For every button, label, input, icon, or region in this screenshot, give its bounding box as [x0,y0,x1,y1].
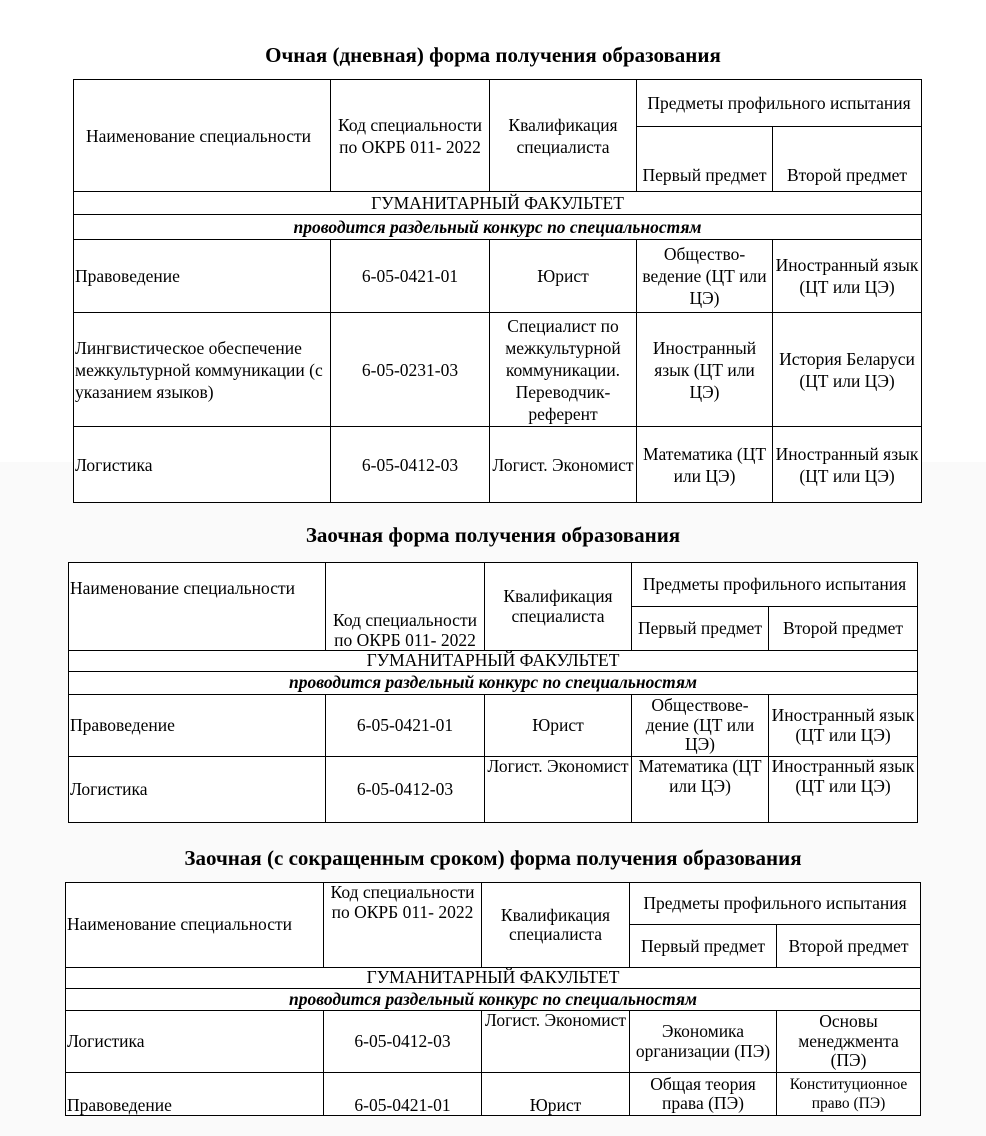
specialty-qualification: Логист. Экономист [490,427,637,503]
table-row [74,240,922,313]
first-subject: Математика (ЦТ или ЦЭ) [632,757,769,823]
first-subject: Математика (ЦТ или ЦЭ) [637,427,773,503]
faculty-row: ГУМАНИТАРНЫЙ ФАКУЛЬТЕТ [69,651,918,672]
second-subject: Иностранный язык (ЦТ или ЦЭ) [769,757,918,823]
specialty-code: 6-05-0421-01 [331,240,490,313]
header-second-subject: Второй предмет [769,607,918,651]
table-extramural [68,562,918,823]
header-name: Наименование специальности [69,563,326,651]
first-subject: Экономика организации (ПЭ) [630,1011,777,1073]
table-row [74,313,922,427]
second-subject: Конституционное право (ПЭ) [777,1073,921,1116]
header-second-subject: Второй предмет [773,127,922,192]
table-row [74,427,922,503]
second-subject: История Беларуси (ЦТ или ЦЭ) [773,313,922,427]
first-subject: Обществове-дение (ЦТ или ЦЭ) [632,695,769,757]
specialty-qualification: Юрист [485,695,632,757]
specialty-name: Лингвистическое обеспечение межкультурной коммуникации (с указанием языков) [74,313,331,427]
specialty-name: Правоведение [74,240,331,313]
second-subject: Основы менеджмента (ПЭ) [777,1011,921,1073]
table-shortened [65,882,921,1116]
specialty-code: 6-05-0421-01 [324,1073,482,1116]
specialty-qualification: Юрист [482,1073,630,1116]
header-name: Наименование специальности [74,80,331,192]
specialty-code: 6-05-0412-03 [331,427,490,503]
header-code: Код специальности по ОКРБ 011- 2022 [326,563,485,651]
specialty-name: Правоведение [69,695,326,757]
specialty-name: Логистика [74,427,331,503]
specialty-qualification: Специалист по межкультурной коммуникации. Переводчик-референт [490,313,637,427]
header-first-subject: Первый предмет [630,925,777,968]
specialty-name: Логистика [66,1011,324,1073]
section-title-fulltime: Очная (дневная) форма получения образования [265,43,721,67]
header-first-subject: Первый предмет [632,607,769,651]
specialty-code: 6-05-0421-01 [326,695,485,757]
specialty-qualification: Логист. Экономист [485,757,632,823]
specialty-name: Правоведение [66,1073,324,1116]
competition-row: проводится раздельный конкурс по специальностям [69,672,918,695]
specialty-qualification: Юрист [490,240,637,313]
header-subjects: Предметы профильного испытания [630,883,921,925]
first-subject: Иностранный язык (ЦТ или ЦЭ) [637,313,773,427]
header-subjects: Предметы профильного испытания [637,80,922,127]
faculty-row: ГУМАНИТАРНЫЙ ФАКУЛЬТЕТ [66,968,921,989]
faculty-row: ГУМАНИТАРНЫЙ ФАКУЛЬТЕТ [74,192,922,215]
specialty-code: 6-05-0412-03 [326,757,485,823]
header-code: Код специальности по ОКРБ 011- 2022 [331,80,490,192]
specialty-name: Логистика [69,757,326,823]
specialty-code: 6-05-0412-03 [324,1011,482,1073]
table-row [69,695,918,757]
header-second-subject: Второй предмет [777,925,921,968]
first-subject: Общество-ведение (ЦТ или ЦЭ) [637,240,773,313]
second-subject: Иностранный язык (ЦТ или ЦЭ) [773,427,922,503]
specialty-qualification: Логист. Экономист [482,1011,630,1073]
competition-row: проводится раздельный конкурс по специальностям [74,215,922,240]
second-subject: Иностранный язык (ЦТ или ЦЭ) [769,695,918,757]
second-subject: Иностранный язык (ЦТ или ЦЭ) [773,240,922,313]
header-first-subject: Первый предмет [637,127,773,192]
header-subjects: Предметы профильного испытания [632,563,918,607]
table-row [69,757,918,823]
header-code: Код специальности по ОКРБ 011- 2022 [324,883,482,968]
header-qualification: Квалификация специалиста [482,883,630,968]
header-qualification: Квалификация специалиста [490,80,637,192]
table-row [66,1073,921,1116]
header-qualification: Квалификация специалиста [485,563,632,651]
competition-row: проводится раздельный конкурс по специальностям [66,989,921,1011]
table-fulltime [73,79,922,503]
section-title-extramural: Заочная форма получения образования [305,523,681,547]
header-name: Наименование специальности [66,883,324,968]
specialty-code: 6-05-0231-03 [331,313,490,427]
first-subject: Общая теория права (ПЭ) [630,1073,777,1116]
table-row [66,1011,921,1073]
section-title-shortened: Заочная (с сокращенным сроком) форма получения образования [184,846,802,870]
